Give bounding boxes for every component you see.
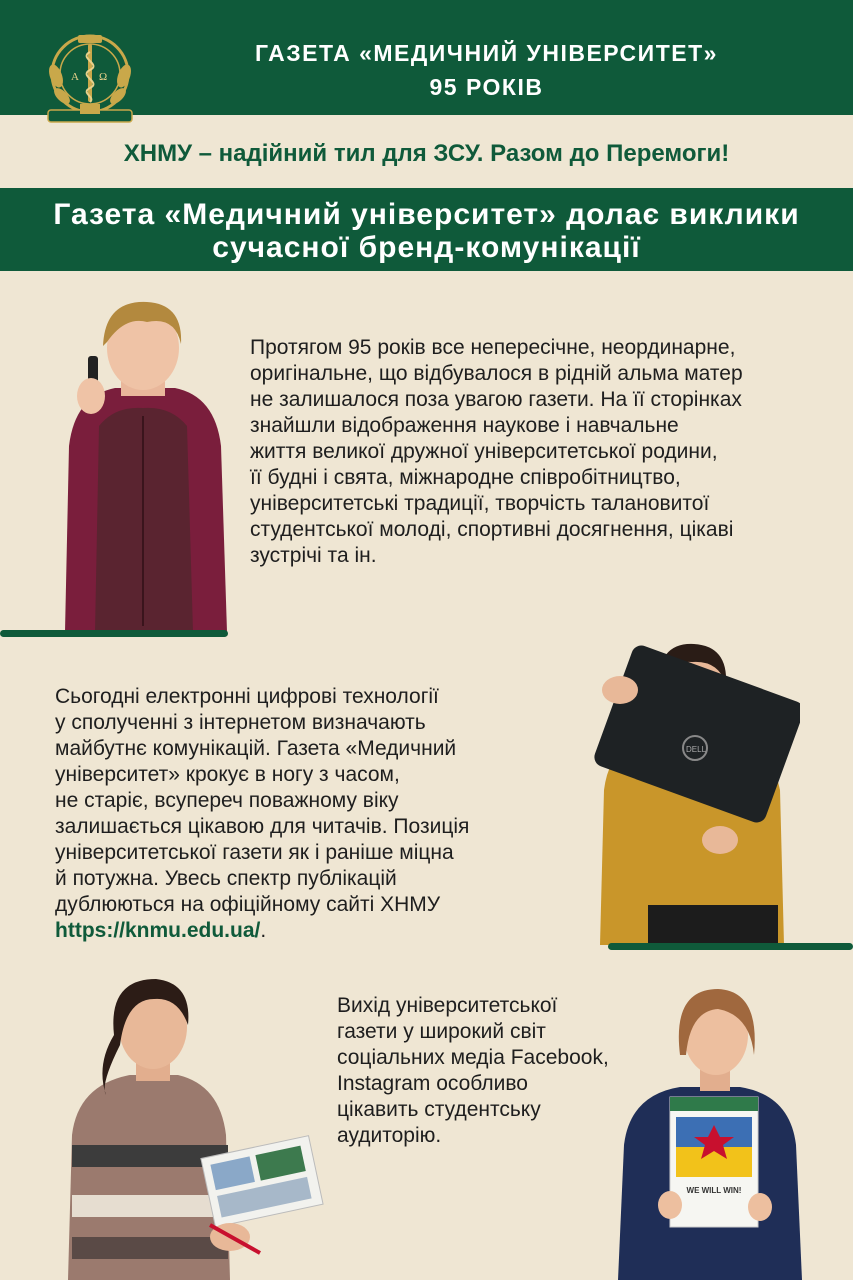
paragraph-digital [55,684,535,944]
text-line: аудиторію. [337,1124,442,1147]
headline-band [0,188,853,271]
paragraph-social-media [337,993,657,1149]
divider-rule [0,630,228,637]
text-line: університетської газети як і раніше міцна [55,841,454,864]
svg-text:Α: Α [71,71,79,83]
link-trailing-dot: . [260,919,267,942]
slogan: ХНМУ – надійний тил для ЗСУ. Разом до Перемоги! [123,140,730,167]
text-line: життя великої дружної університетської родини, [250,440,718,463]
laptop-brand: DELL [686,745,707,754]
university-crest-icon [38,30,142,134]
text-line [55,918,535,944]
text-line: не старіє, всупереч поважному віку [55,789,399,812]
text-line: дублюються на офіційному сайті ХНМУ [55,893,441,916]
headline [20,198,833,264]
text-line: у сполученні з інтернетом визначають [55,711,426,734]
photo-woman-newspaper [610,985,810,1280]
newspaper-slogan: WE WILL WIN! [686,1186,742,1195]
text-line: студентської молоді, спортивні досягнення, цікаві [250,518,734,541]
title-line-1: ГАЗЕТА «МЕДИЧНИЙ УНІВЕРСИТЕТ» [255,40,718,66]
photo-woman-phone [55,296,230,632]
svg-text:Ω: Ω [99,71,108,83]
headline-line-1: Газета «Медичний університет» долає виклики [53,198,800,231]
text-line: й потужна. Увесь спектр публікацій [55,867,397,890]
text-line: Протягом 95 років все непересічне, неординарне, [250,336,736,359]
divider-rule [608,943,853,950]
text-line: не залишалося поза увагою газети. На її сторінках [250,388,742,411]
text-line: університет» крокує в ногу з часом, [55,763,400,786]
text-line: соціальних медіа Facebook, [337,1046,609,1069]
text-line: університетські традиції, творчість талановитої [250,492,710,515]
text-line: Сьогодні електронні цифрові технології [55,685,439,708]
text-line: оригінальне, що відбувалося в рідній альма матер [250,362,743,385]
text-line: цікавить студентську [337,1098,541,1121]
text-line: майбутнє комунікацій. Газета «Медичний [55,737,457,760]
headline-line-2: сучасної бренд-комунікації [212,231,641,264]
text-line: Вихід університетської [337,994,558,1017]
knmu-website-link[interactable]: https://knmu.edu.ua/ [55,919,261,942]
text-line: знайшли відображення наукове і навчальне [250,414,679,437]
photo-woman-magazine [60,975,330,1280]
text-line: зустрічі та ін. [250,544,377,567]
text-line: залишається цікавою для читачів. Позиція [55,815,470,838]
title-line-2: 95 РОКІВ [429,74,544,100]
newspaper-title [200,36,773,104]
text-line: Instagram особливо [337,1072,528,1095]
text-line: її будні і свята, міжнародне співробітництво, [250,466,681,489]
text-line: газети у широкий світ [337,1020,546,1043]
photo-woman-laptop [570,640,800,945]
paragraph-history [250,335,810,569]
